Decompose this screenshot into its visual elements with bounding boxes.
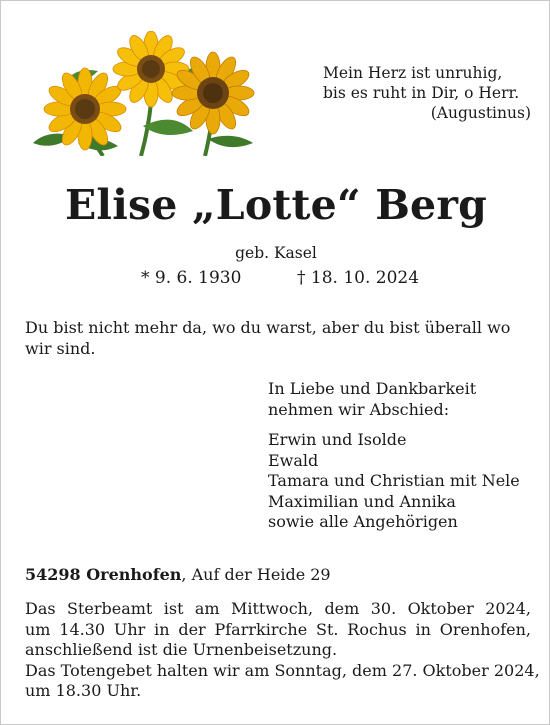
birth-date: * 9. 6. 1930 — [141, 268, 242, 288]
sunflowers-illustration — [23, 31, 273, 156]
mourner-entry: sowie alle Angehörigen — [268, 512, 458, 531]
bible-quote — [323, 63, 533, 123]
service-line-2: um 14.30 Uhr in der Pfarrkirche St. Rochus in Orenhofen, — [25, 619, 531, 639]
address-city: 54298 Orenhofen — [25, 565, 182, 584]
farewell-line-1: In Liebe und Dankbarkeit — [268, 379, 477, 398]
service-line-5: um 18.30 Uhr. — [25, 681, 142, 700]
mourner-entry: Ewald — [268, 450, 319, 470]
family-address — [25, 565, 331, 584]
memorial-motto: Du bist nicht mehr da, wo du warst, aber du bist überall wo wir sind. — [25, 318, 511, 358]
mourner-entry: Erwin und Isolde — [268, 430, 407, 449]
service-line-3: anschließend ist die Urnenbeisetzung. — [25, 640, 338, 659]
mourner-entry: Tamara und Christian mit Nele — [268, 471, 520, 490]
quote-line-2: bis es ruht in Dir, o Herr. — [323, 84, 520, 102]
birth-name: geb. Kasel — [235, 244, 317, 262]
deceased-name: Elise „Lotte“ Berg — [64, 181, 488, 229]
mourners-list — [268, 430, 520, 533]
quote-line-1: Mein Herz ist unruhig, — [323, 64, 503, 82]
mourner-entry: Maximilian und Annika — [268, 491, 456, 511]
service-line-1: Das Sterbeamt ist am Mittwoch, dem 30. Oktober 2024, — [25, 599, 531, 618]
service-line-4: Das Totengebet halten wir am Sonntag, dem 27. Oktober 2024, — [25, 660, 540, 680]
quote-source: (Augustinus) — [430, 104, 531, 122]
farewell-text — [268, 379, 476, 420]
farewell-line-2: nehmen wir Abschied: — [268, 399, 450, 419]
death-date: † 18. 10. 2024 — [297, 268, 420, 288]
funeral-service-info — [25, 599, 540, 702]
address-street: , Auf der Heide 29 — [181, 565, 331, 584]
